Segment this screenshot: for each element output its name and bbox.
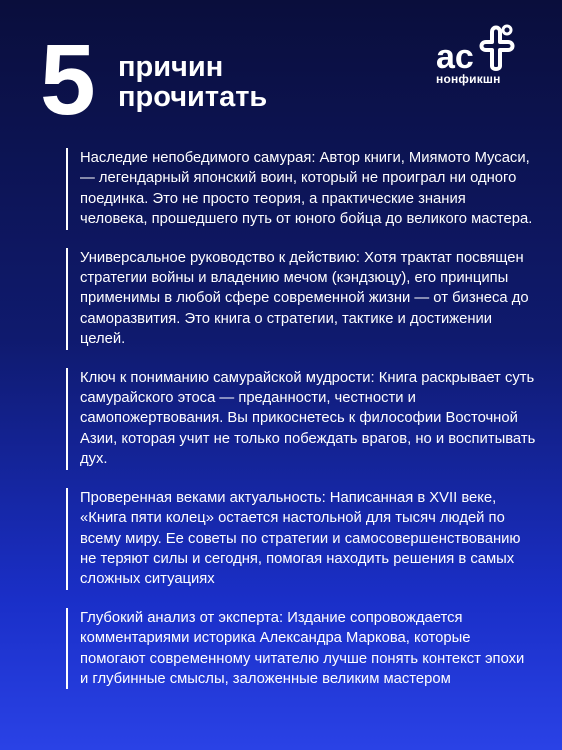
reason-item: Глубокий анализ от эксперта: Издание сопровождается комментариями историка Александра Маркова, которые помогают современному читателю лучше понять контекст эпохи и глубинные смыслы, заложенные великим мастером	[66, 608, 536, 690]
logo-mark-text: ac	[436, 38, 474, 76]
publisher-logo	[434, 22, 526, 92]
reason-item: Универсальное руководство к действию: Хотя трактат посвящен стратегии войны и владению мечом (кэндзюцу), его принципы применимы в любой сфере современной жизни — от бизнеса до саморазвития. Это книга о стратегии, тактике и достижении целей.	[66, 248, 536, 350]
ast-logo-mark-icon	[434, 22, 526, 78]
title-line-1: причин	[118, 51, 224, 83]
logo-subtitle: нонфикшн	[436, 72, 501, 86]
reason-item: Наследие непобедимого самурая: Автор книги, Миямото Мусаси, — легендарный японский воин, который не проиграл ни одного поединка. Это не просто теория, а практические знания человека, прошедшего путь от юного бойца до великого мастера.	[66, 148, 536, 230]
title-block	[118, 52, 267, 112]
reasons-list	[66, 148, 536, 707]
reason-item: Проверенная веками актуальность: Написанная в XVII веке, «Книга пяти колец» остается настольной для тысяч людей по всему миру. Ее советы по стратегии и самосовершенствованию не теряют силы и сегодня, помогая находить решения в самых сложных ситуациях	[66, 488, 536, 590]
header	[40, 24, 522, 136]
big-number: 5	[40, 24, 94, 136]
title-line-2: прочитать	[118, 81, 268, 113]
reason-item: Ключ к пониманию самурайской мудрости: Книга раскрывает суть самурайского этоса — преданности, честности и самопожертвования. Вы прикоснетесь к философии Восточной Азии, которая учит не только побеждать врагов, но и воспитывать дух.	[66, 368, 536, 470]
